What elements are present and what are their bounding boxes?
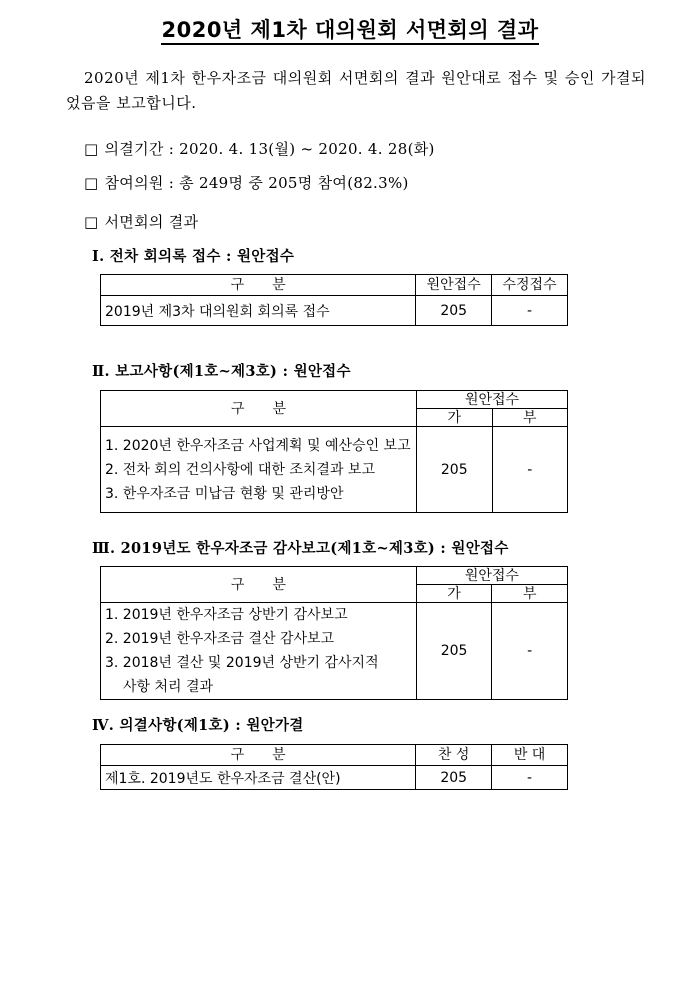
participation-text: 참여의원 : 총 249명 중 205명 참여(82.3%) xyxy=(104,174,409,192)
header-for: 찬 성 xyxy=(416,745,492,766)
header-against: 반 대 xyxy=(492,745,568,766)
header-original-accept: 원안접수 xyxy=(416,391,567,409)
yes-value: 205 xyxy=(416,603,492,700)
header-no: 부 xyxy=(492,409,567,427)
section-2-heading: Ⅱ. 보고사항(제1호~제3호) : 원안접수 xyxy=(92,363,351,380)
vote-period-text: 의결기간 : 2020. 4. 13(월) ~ 2020. 4. 28(화) xyxy=(104,140,435,158)
table-header-row xyxy=(101,275,568,296)
header-category: 구 분 xyxy=(101,391,417,427)
section-3-heading: Ⅲ. 2019년도 한우자조금 감사보고(제1호~제3호) : 원안접수 xyxy=(92,540,509,557)
checkbox-square-icon: □ xyxy=(84,213,99,231)
checkbox-square-icon: □ xyxy=(84,140,99,158)
row-original-value: 205 xyxy=(416,296,492,326)
header-category: 구 분 xyxy=(101,745,416,766)
audit-items xyxy=(101,603,417,700)
vote-period-item xyxy=(84,138,435,159)
table-row xyxy=(101,296,568,326)
header-category: 구 분 xyxy=(101,275,416,296)
section-1-heading: Ⅰ. 전차 회의록 접수 : 원안접수 xyxy=(92,248,295,265)
header-modified-accept: 수정접수 xyxy=(492,275,568,296)
row-item: 제1호. 2019년도 한우자조금 결산(안) xyxy=(101,766,416,790)
header-no: 부 xyxy=(492,585,568,603)
intro-paragraph: 2020년 제1차 한우자조금 대의원회 서면회의 결과 원안대로 접수 및 승인 가결되었음을 보고합니다. xyxy=(66,69,646,112)
header-category: 구 분 xyxy=(101,567,417,603)
section-2-table xyxy=(100,390,568,513)
header-original-accept: 원안접수 xyxy=(416,567,567,585)
list-item: 1. 2019년 한우자조금 상반기 감사보고 xyxy=(105,607,348,623)
table-row xyxy=(101,766,568,790)
for-value: 205 xyxy=(416,766,492,790)
list-item: 3. 2018년 결산 및 2019년 상반기 감사지적 xyxy=(105,655,379,671)
table-header-row xyxy=(101,567,568,585)
section-1-table xyxy=(100,274,568,326)
list-item: 2. 2019년 한우자조금 결산 감사보고 xyxy=(105,631,335,647)
row-modified-value: - xyxy=(492,296,568,326)
list-item-continuation: 사항 처리 결과 xyxy=(123,679,214,695)
against-value: - xyxy=(492,766,568,790)
list-item: 1. 2020년 한우자조금 사업계획 및 예산승인 보고 xyxy=(105,437,411,454)
row-item: 2019년 제3차 대의원회 회의록 접수 xyxy=(101,296,416,326)
header-yes: 가 xyxy=(416,409,492,427)
header-yes: 가 xyxy=(416,585,492,603)
participation-item xyxy=(84,172,409,193)
section-3-table xyxy=(100,566,568,700)
results-text: 서면회의 결과 xyxy=(104,213,199,231)
report-items xyxy=(101,427,417,513)
table-row xyxy=(101,603,568,700)
document-title: 2020년 제1차 대의원회 서면회의 결과 xyxy=(0,14,700,44)
header-original-accept: 원안접수 xyxy=(416,275,492,296)
yes-value: 205 xyxy=(416,427,492,513)
list-item: 3. 한우자조금 미납금 현황 및 관리방안 xyxy=(105,485,344,502)
table-row xyxy=(101,427,568,513)
table-header-row xyxy=(101,391,568,409)
table-header-row xyxy=(101,745,568,766)
no-value: - xyxy=(492,603,568,700)
results-item xyxy=(84,211,198,232)
list-item: 2. 전차 회의 건의사항에 대한 조치결과 보고 xyxy=(105,461,375,478)
no-value: - xyxy=(492,427,567,513)
section-4-heading: Ⅳ. 의결사항(제1호) : 원안가결 xyxy=(92,717,304,734)
section-4-table xyxy=(100,744,568,790)
checkbox-square-icon: □ xyxy=(84,174,99,192)
